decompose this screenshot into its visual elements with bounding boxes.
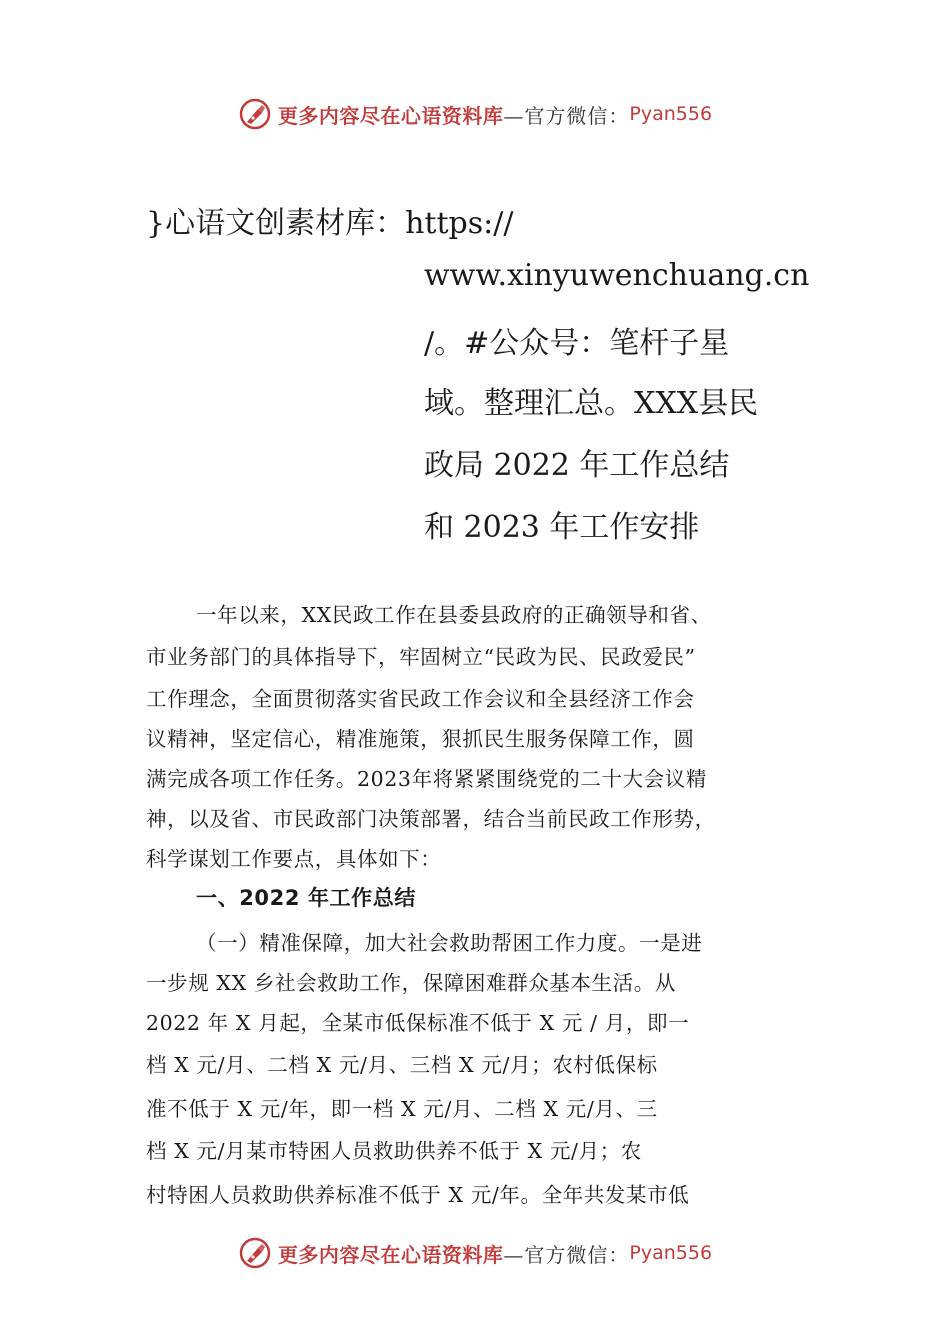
body-line: 满完成各项工作任务。2023年将紧紧围绕党的二十大会议精 (146, 767, 707, 791)
body-line: 市业务部门的具体指导下，牢固树立“民政为民、民政爱民” (146, 645, 696, 669)
body-line: 准不低于 X 元/年，即一档 X 元/月、二档 X 元/月、三 (146, 1097, 658, 1121)
title-line-3: /。#公众号：笔杆子星 (424, 326, 730, 361)
title-line-5: 政局 2022 年工作总结 (424, 448, 730, 483)
body-line: （一）精准保障，加大社会救助帮困工作力度。一是进 (196, 931, 703, 955)
body-line: 工作理念，全面贯彻落实省民政工作会议和全县经济工作会 (146, 687, 695, 711)
watermark-wechat-label: —官方微信： (503, 103, 630, 128)
watermark-wechat-label: —官方微信： (503, 1242, 630, 1267)
body-line: 一步规 XX 乡社会救助工作，保障困难群众基本生活。从 (146, 971, 676, 995)
body-line: 档 X 元/月、二档 X 元/月、三档 X 元/月；农村低保标 (146, 1053, 658, 1077)
watermark-wechat-id: Pyan556 (629, 103, 713, 125)
body-line: 一年以来，XX民政工作在县委县政府的正确领导和省、 (196, 603, 712, 627)
title-line-1: }心语文创素材库：https:// (146, 206, 514, 241)
body-line: 档 X 元/月某市特困人员救助供养不低于 X 元/月；农 (146, 1139, 642, 1163)
body-line: 科学谋划工作要点，具体如下： (146, 847, 442, 871)
pen-nib-seal-icon (238, 1236, 272, 1270)
title-line-6: 和 2023 年工作安排 (424, 510, 700, 545)
body-line: 村特困人员救助供养标准不低于 X 元/年。全年共发某市低 (146, 1183, 690, 1207)
body-line: 议精神，坚定信心，精准施策，狠抓民生服务保障工作，圆 (146, 727, 695, 751)
body-line: 2022 年 X 月起，全某市低保标准不低于 X 元 / 月，即一 (146, 1011, 690, 1035)
watermark-text: 更多内容尽在心语资料库 (277, 1242, 504, 1267)
section-heading: 一、2022 年工作总结 (196, 886, 416, 910)
pen-nib-seal-icon (238, 97, 272, 131)
title-line-2: www.xinyuwenchuang.cn (424, 258, 810, 293)
watermark-banner-top (0, 94, 950, 134)
body-line: 神，以及省、市民政部门决策部署，结合当前民政工作形势， (146, 807, 716, 831)
watermark-text: 更多内容尽在心语资料库 (277, 103, 504, 128)
watermark-wechat-id: Pyan556 (629, 1242, 713, 1264)
watermark-banner-bottom (0, 1233, 950, 1273)
title-line-4: 域。整理汇总。XXX县民 (424, 386, 759, 421)
